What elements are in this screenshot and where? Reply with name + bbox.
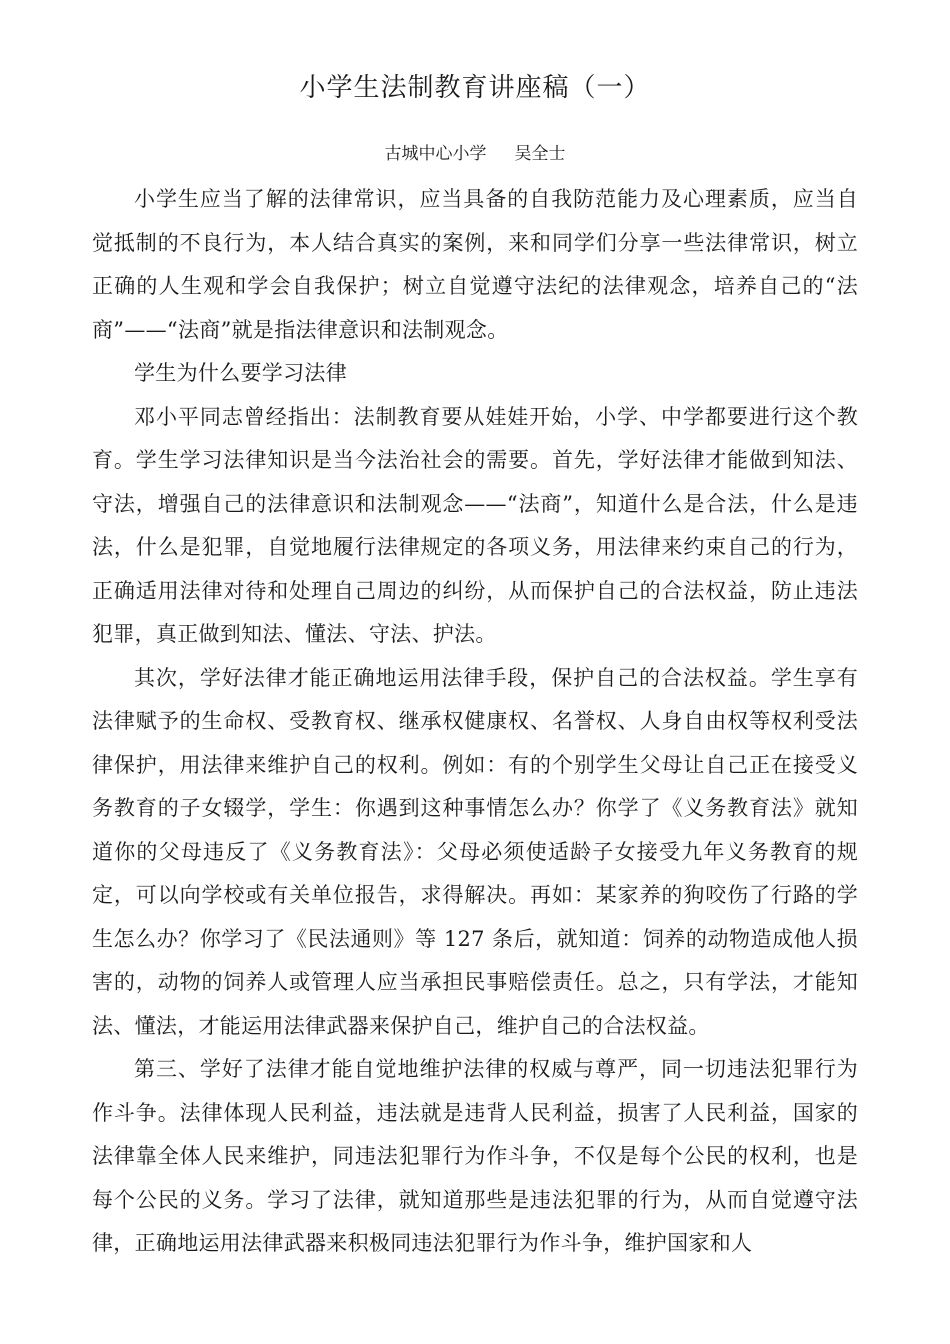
paragraph-second-reason: 其次，学好法律才能正确地运用法律手段，保护自己的合法权益。学生享有法律赋予的生命权、受教育权、继承权健康权、名誉权、人身自由权等权利受法律保护，用法律来维护自己的权利。例如：有的个别学生父母让自己正在接受义务教育的子女辍学，学生：你遇到这种事情怎么办？你学了《义务教育法》就知道你的父母违反了《义务教育法》：父母必须使适龄子女接受九年义务教育的规定，可以向学校或有关单位报告，求得解决。再如：某家养的狗咬伤了行路的学生怎么办？你学习了《民法通则》等 127 条后，就知道：饲养的动物造成他人损害的，动物的饲养人或管理人应当承担民事赔偿责任。总之，只有学法，才能知法、懂法，才能运用法律武器来保护自己，维护自己的合法权益。 <box>92 665 858 1038</box>
paragraph-third-reason: 第三、学好了法律才能自觉地维护法律的权威与尊严，同一切违法犯罪行为作斗争。法律体现人民利益，违法就是违背人民利益，损害了人民利益，国家的法律靠全体人民来维护，同违法犯罪行为作斗争，不仅是每个公民的权利，也是每个公民的义务。学习了法律，就知道那些是违法犯罪的行为，从而自觉遵守法律，正确地运用法律武器来积极同违法犯罪行为作斗争，维护国家和人 <box>92 1057 858 1255</box>
author-name: 吴全士 <box>514 144 566 164</box>
school-name: 古城中心小学 <box>384 144 487 164</box>
byline <box>92 142 858 166</box>
section-heading: 学生为什么要学习法律 <box>134 361 347 385</box>
paragraph-intro: 小学生应当了解的法律常识，应当具备的自我防范能力及心理素质，应当自觉抵制的不良行为，本人结合真实的案例，来和同学们分享一些法律常识，树立正确的人生观和学会自我保护；树立自觉遵守法纪的法律观念，培养自己的“法商”——“法商”就是指法律意识和法制观念。 <box>92 187 858 342</box>
paragraph-first-reason: 邓小平同志曾经指出：法制教育要从娃娃开始，小学、中学都要进行这个教育。学生学习法律知识是当今法治社会的需要。首先，学好法律才能做到知法、守法，增强自己的法律意识和法制观念——“法商”，知道什么是合法，什么是违法，什么是犯罪，自觉地履行法律规定的各项义务，用法律来约束自己的行为，正确适用法律对待和处理自己周边的纠纷，从而保护自己的合法权益，防止违法犯罪，真正做到知法、懂法、守法、护法。 <box>92 404 858 646</box>
document-title: 小学生法制教育讲座稿（一） <box>299 73 651 103</box>
document-body <box>92 178 858 1266</box>
